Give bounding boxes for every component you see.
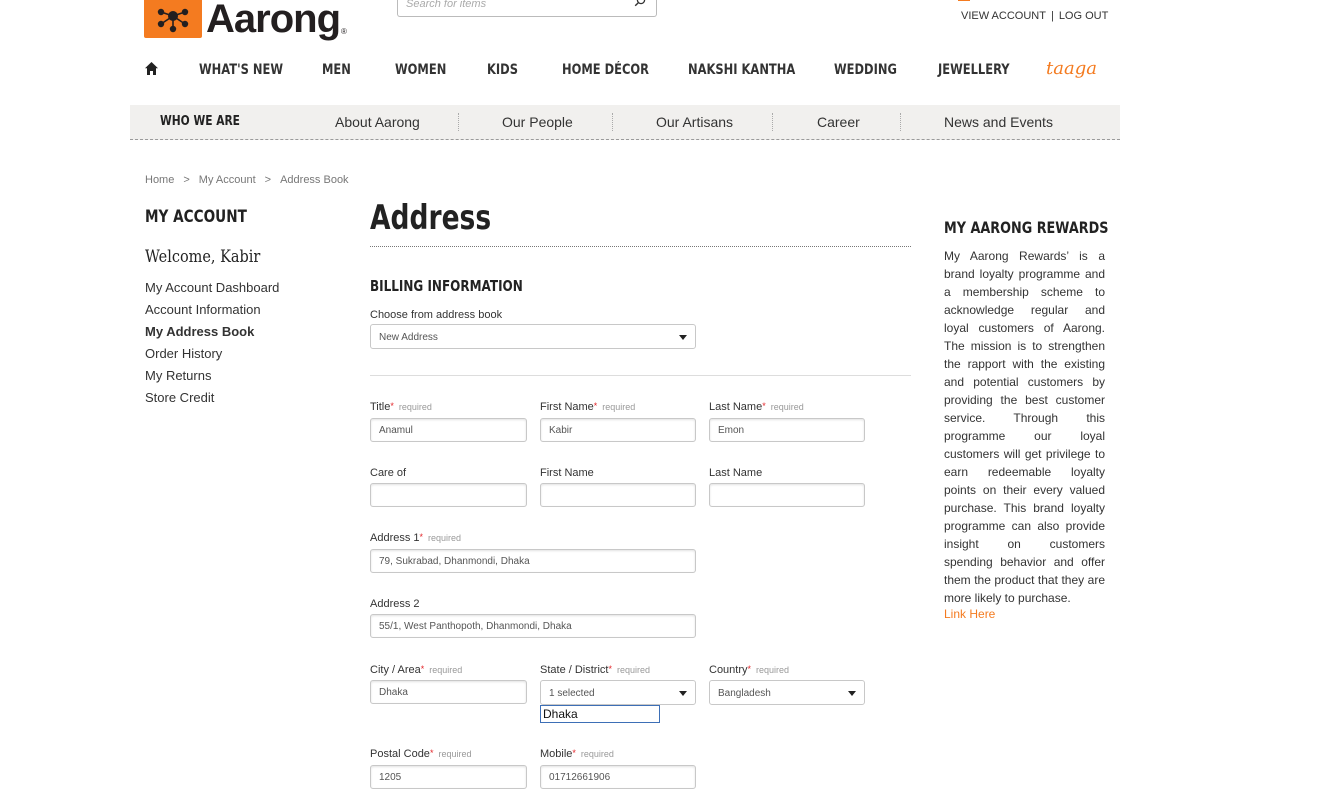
nav-kids[interactable]: KIDS: [487, 62, 518, 78]
country-select-value: Bangladesh: [718, 688, 771, 699]
view-account-link[interactable]: VIEW ACCOUNT: [961, 10, 1046, 22]
last-name-label: [709, 401, 804, 413]
country-label: [709, 664, 789, 676]
address-book-select[interactable]: [370, 324, 696, 349]
required-note: required: [398, 402, 432, 412]
title-divider: [370, 246, 911, 247]
address-book-label: Choose from address book: [370, 309, 503, 321]
breadcrumb-current: Address Book: [280, 174, 349, 186]
title-label-text: Title: [370, 401, 391, 413]
welcome-message: Welcome, Kabir: [145, 247, 261, 267]
logo-text: Aarong: [206, 0, 340, 41]
subnav-divider: [900, 113, 901, 131]
required-note: required: [438, 749, 472, 759]
title-field[interactable]: Anamul: [370, 418, 527, 442]
subnav-news-and-events[interactable]: News and Events: [944, 114, 1053, 130]
who-we-are-bar: [130, 105, 1120, 140]
address-book-select-value: New Address: [379, 332, 438, 343]
logo-registered-mark: ®: [341, 27, 347, 36]
nav-men[interactable]: MEN: [322, 62, 351, 78]
breadcrumb-my-account[interactable]: My Account: [198, 174, 256, 186]
first-name-label-text: First Name: [540, 401, 594, 413]
rewards-description: My Aarong Rewards’ is a brand loyalty programme and a membership scheme to acknowledge regular and loyal customers of Aarong. The mission is to strengthen the rapport with the existing and potential customers by providing the best customer service. Through this programme our loyal customers will get privilege to earn redeemable loyalty points on their every valued purchase. This brand loyalty programme can also provide insight on customers spending behavior and offer them the product that they are more likely to purchase.: [944, 249, 1105, 605]
sidebar-item-address-book[interactable]: My Address Book: [145, 324, 255, 339]
main-navigation: [144, 58, 200, 84]
postal-code-label-text: Postal Code: [370, 748, 430, 760]
required-star: *: [762, 401, 766, 411]
care-of-first-name-field[interactable]: [540, 483, 696, 507]
nav-whats-new[interactable]: WHAT'S NEW: [199, 62, 283, 78]
address1-label: [370, 532, 461, 544]
city-label: [370, 664, 462, 676]
care-of-last-name-field[interactable]: [709, 483, 865, 507]
log-out-link[interactable]: LOG OUT: [1058, 10, 1109, 22]
chevron-down-icon: [679, 335, 687, 340]
required-note: required: [428, 533, 462, 543]
subnav-about-aarong[interactable]: About Aarong: [335, 114, 420, 130]
nav-women[interactable]: WOMEN: [395, 62, 447, 78]
rewards-link[interactable]: Link Here: [944, 607, 996, 621]
address1-label-text: Address 1: [370, 532, 420, 544]
home-icon[interactable]: [144, 61, 160, 77]
required-note: required: [429, 665, 463, 675]
postal-code-label: [370, 748, 471, 760]
state-select-value: 1 selected: [549, 688, 595, 699]
city-field[interactable]: Dhaka: [370, 680, 527, 704]
required-star: *: [429, 748, 434, 758]
subnav-divider: [458, 113, 459, 131]
aarong-logo[interactable]: [144, 0, 347, 41]
required-note: required: [580, 749, 614, 759]
chevron-down-icon: [679, 691, 687, 696]
search-icon[interactable]: [634, 0, 646, 12]
billing-section-title: BILLING INFORMATION: [370, 277, 523, 295]
required-star: *: [420, 664, 425, 674]
chevron-down-icon: [848, 691, 856, 696]
address1-field[interactable]: 79, Sukrabad, Dhanmondi, Dhaka: [370, 549, 696, 573]
state-label-text: State / District: [540, 664, 609, 676]
taaga-logo-link[interactable]: taaga: [1046, 58, 1097, 79]
country-select[interactable]: [709, 680, 865, 705]
required-star: *: [419, 532, 424, 542]
sidebar-item-store-credit[interactable]: Store Credit: [145, 390, 215, 405]
required-note: required: [602, 402, 636, 412]
breadcrumb-separator: >: [183, 174, 190, 186]
nav-wedding[interactable]: WEDDING: [834, 62, 897, 78]
first-name-field[interactable]: Kabir: [540, 418, 696, 442]
care-of-first-name-label: First Name: [540, 467, 594, 479]
subnav-divider: [612, 113, 613, 131]
care-of-last-name-label: Last Name: [709, 467, 763, 479]
required-note: required: [756, 665, 790, 675]
subnav-career[interactable]: Career: [817, 114, 860, 130]
nav-nakshi-kantha[interactable]: NAKSHI KANTHA: [688, 62, 796, 78]
state-label: [540, 664, 650, 676]
mobile-label-text: Mobile: [540, 748, 573, 760]
city-label-text: City / Area: [370, 664, 421, 676]
state-select[interactable]: [540, 680, 696, 705]
first-name-label: [540, 401, 635, 413]
cart-indicator[interactable]: [958, 0, 970, 1]
last-name-label-text: Last Name: [709, 401, 763, 413]
page-title: Address: [370, 198, 492, 238]
account-menu: [145, 277, 279, 409]
care-of-field[interactable]: [370, 483, 527, 507]
nav-jewellery[interactable]: JEWELLERY: [938, 62, 1010, 78]
required-note: required: [616, 665, 651, 675]
logo-mark-icon: [144, 0, 202, 38]
required-star: *: [593, 401, 598, 411]
address2-label: Address 2: [370, 598, 420, 610]
subnav-our-artisans[interactable]: Our Artisans: [656, 114, 734, 130]
nav-home-decor[interactable]: HOME DÉCOR: [562, 62, 650, 78]
breadcrumb-home[interactable]: Home: [145, 174, 175, 186]
sidebar-item-my-returns[interactable]: My Returns: [145, 368, 212, 383]
section-divider: [370, 375, 911, 376]
sidebar-item-account-information[interactable]: Account Information: [145, 302, 261, 317]
breadcrumb-separator: >: [264, 174, 272, 186]
address2-field[interactable]: 55/1, West Panthopoth, Dhanmondi, Dhaka: [370, 614, 696, 638]
country-label-text: Country: [709, 664, 748, 676]
required-star: *: [390, 401, 394, 411]
required-star: *: [572, 748, 576, 758]
who-we-are-heading: WHO WE ARE: [160, 114, 240, 129]
last-name-field[interactable]: Emon: [709, 418, 865, 442]
required-star: *: [608, 664, 612, 674]
sidebar-title: MY ACCOUNT: [145, 207, 247, 227]
search-box: [397, 0, 657, 17]
state-dropdown-option[interactable]: Dhaka: [540, 705, 660, 723]
mobile-label: [540, 748, 614, 760]
mobile-field[interactable]: 01712661906: [540, 765, 696, 789]
account-links-separator: |: [1050, 10, 1054, 22]
title-label: [370, 401, 432, 413]
subnav-our-people[interactable]: Our People: [502, 114, 573, 130]
breadcrumb: [145, 174, 349, 186]
sidebar-item-dashboard[interactable]: My Account Dashboard: [145, 280, 280, 295]
rewards-title: MY AARONG REWARDS: [944, 218, 1109, 237]
account-links: [961, 10, 1108, 22]
sidebar-item-order-history[interactable]: Order History: [145, 346, 223, 361]
subnav-divider: [772, 113, 773, 131]
required-star: *: [747, 664, 752, 674]
care-of-label: Care of: [370, 467, 407, 479]
search-input[interactable]: [406, 0, 626, 14]
postal-code-field[interactable]: 1205: [370, 765, 527, 789]
required-note: required: [770, 402, 804, 412]
